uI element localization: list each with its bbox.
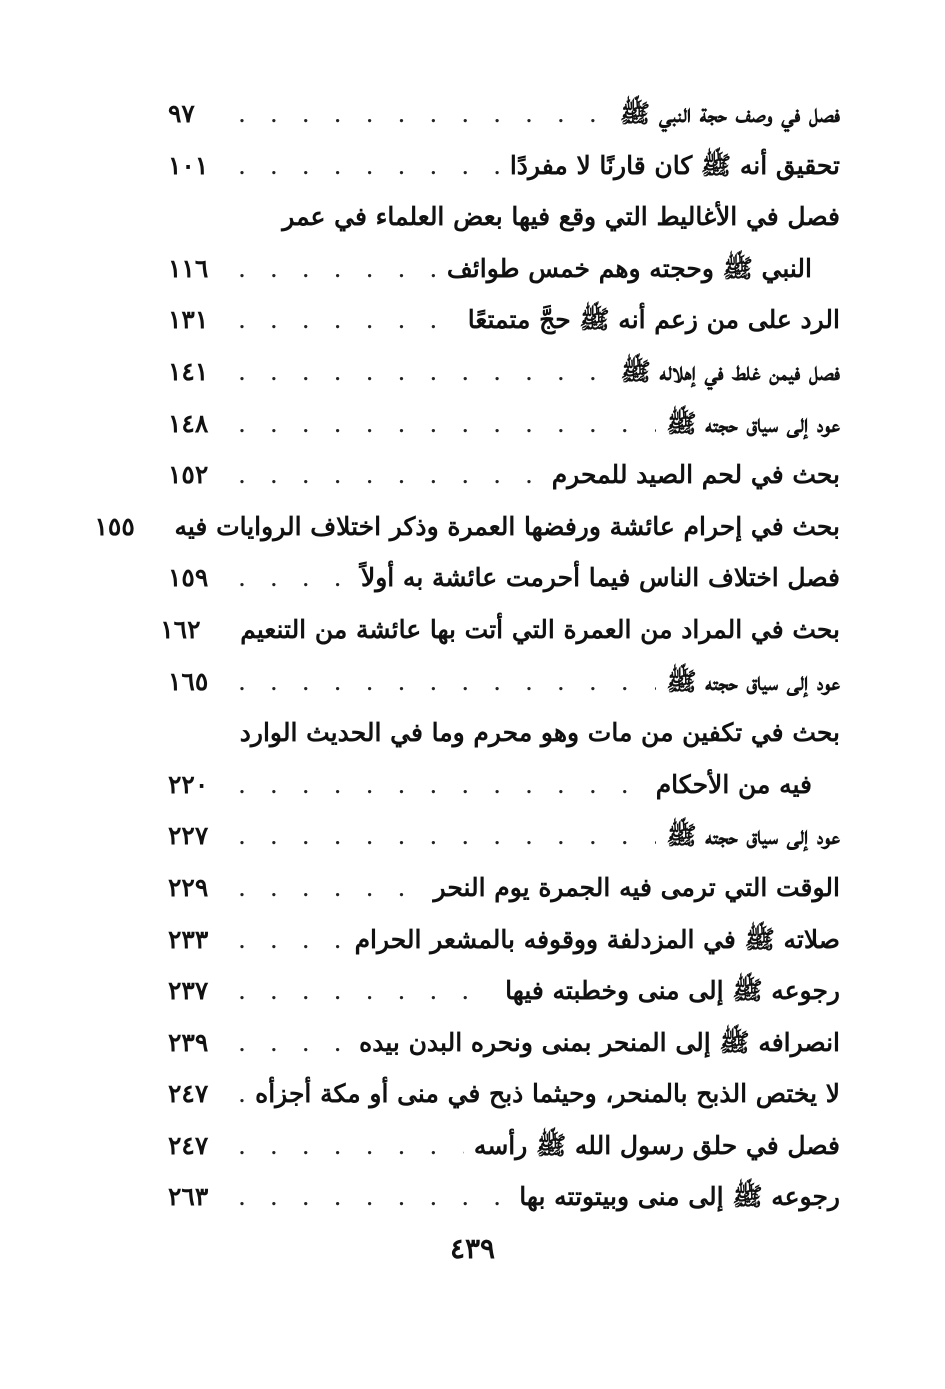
- dot-leader: [238, 759, 646, 811]
- entry-title: بحث في إحرام عائشة ورفضها العمرة وذكر اختلاف الروايات فيه: [174, 511, 840, 541]
- entry-page: ٢٢٠: [168, 769, 209, 799]
- page-number: ٤٣٩: [449, 1232, 496, 1265]
- toc-entry: [168, 88, 840, 140]
- entry-title: تحقيق أنه ﷺ كان قارنًا لا مفردًا: [509, 150, 840, 180]
- dot-leader: [238, 552, 351, 604]
- toc-entry: [160, 604, 840, 656]
- dot-leader: [238, 1171, 509, 1223]
- entry-title: فصل في الأغاليط التي وقع فيها بعض العلماء في عمر: [282, 202, 840, 232]
- entry-title: بحث في تكفين من مات وهو محرم وما في الحديث الوارد: [239, 718, 840, 748]
- entry-title: رجوعه ﷺ إلى منى وبيتوتته بها: [519, 1182, 840, 1212]
- entry-title: بحث في المراد من العمرة التي أتت بها عائشة من التنعيم: [240, 614, 840, 644]
- entry-title: فصل فيمن غلط في إهلاله ﷺ: [620, 356, 840, 386]
- entry-page: ٢٤٧: [168, 1079, 209, 1109]
- toc-entry: [168, 191, 840, 243]
- dot-leader: [238, 88, 610, 140]
- entry-title: الوقت التي ترمى فيه الجمرة يوم النحر: [433, 872, 840, 902]
- toc-entry: [168, 707, 840, 759]
- entry-page: ٢٤٧: [168, 1130, 209, 1160]
- dot-leader: [238, 346, 611, 398]
- toc-entry: [168, 398, 840, 450]
- dot-leader: [238, 656, 656, 708]
- entry-title: عود إلى سياق حجته ﷺ: [666, 408, 840, 438]
- entry-title: بحث في لحم الصيد للمحرم: [551, 460, 840, 490]
- entry-page: ١٤١: [168, 356, 209, 386]
- entry-title: فصل في حلق رسول الله ﷺ رأسه: [473, 1130, 840, 1160]
- entry-page: ٢٣٣: [168, 924, 209, 954]
- entry-title: عود إلى سياق حجته ﷺ: [666, 666, 840, 696]
- toc-entry: [168, 346, 840, 398]
- dot-leader: [238, 398, 656, 450]
- dot-leader: [238, 243, 437, 295]
- table-of-contents: [94, 88, 840, 1223]
- entry-page: ٢٣٧: [168, 976, 209, 1006]
- dot-leader: [238, 140, 500, 192]
- toc-entry: [168, 243, 840, 295]
- toc-entry: [168, 1017, 840, 1069]
- entry-page: ١٥٩: [168, 563, 209, 593]
- dot-leader: [238, 862, 424, 914]
- entry-page: ١٣١: [168, 305, 209, 335]
- dot-leader: [238, 1068, 245, 1120]
- dot-leader: [238, 449, 542, 501]
- entry-title: النبي ﷺ وحجته وهم خمس طوائف: [446, 253, 812, 283]
- entry-page: ١١٦: [168, 253, 209, 283]
- toc-entry: [168, 1120, 840, 1172]
- dot-leader: [238, 1017, 349, 1069]
- toc-entry: [168, 1068, 840, 1120]
- toc-entry: [168, 810, 840, 862]
- toc-entry: [168, 140, 840, 192]
- toc-entry: [168, 862, 840, 914]
- entry-title: الرد على من زعم أنه ﷺ حجَّ متمتعًا: [467, 305, 840, 335]
- dot-leader: [238, 965, 495, 1017]
- entry-page: ٢٢٩: [168, 872, 209, 902]
- toc-entry: [168, 449, 840, 501]
- entry-title: فصل اختلاف الناس فيما أحرمت عائشة به أولاً: [360, 563, 840, 593]
- entry-title: فيه من الأحكام: [655, 769, 812, 799]
- entry-page: ١٥٢: [168, 460, 209, 490]
- dot-leader: [238, 810, 656, 862]
- toc-entry: [168, 914, 840, 966]
- entry-title: لا يختص الذبح بالمنحر، وحيثما ذبح في منى أو مكة أجزأه: [255, 1079, 840, 1109]
- entry-page: ١٥٥: [94, 511, 135, 541]
- entry-page: ١٤٨: [168, 408, 209, 438]
- toc-entry: [168, 1171, 840, 1223]
- toc-entry: [168, 552, 840, 604]
- toc-entry: [168, 294, 840, 346]
- entry-page: ٩٧: [168, 99, 195, 128]
- dot-leader: [238, 1120, 464, 1172]
- entry-title: فصل في وصف حجة النبي ﷺ: [619, 99, 840, 128]
- entry-page: ٢٢٧: [168, 821, 209, 851]
- entry-page: ١٦٢: [160, 614, 201, 644]
- entry-page: ٢٣٩: [168, 1027, 209, 1057]
- toc-entry: [168, 656, 840, 708]
- toc-entry: [168, 759, 840, 811]
- toc-entry: [94, 501, 840, 553]
- entry-title: انصرافه ﷺ إلى المنحر بمنى ونحره البدن بيده: [359, 1027, 840, 1057]
- entry-title: رجوعه ﷺ إلى منى وخطبته فيها: [505, 976, 840, 1006]
- entry-page: ٢٦٣: [168, 1182, 209, 1212]
- dot-leader: [238, 294, 458, 346]
- entry-page: ١٦٥: [168, 666, 209, 696]
- entry-title: صلاته ﷺ في المزدلفة ووقوفه بالمشعر الحرام: [354, 924, 840, 954]
- toc-entry: [168, 965, 840, 1017]
- dot-leader: [238, 914, 345, 966]
- entry-title: عود إلى سياق حجته ﷺ: [666, 821, 840, 851]
- entry-page: ١٠١: [168, 150, 209, 180]
